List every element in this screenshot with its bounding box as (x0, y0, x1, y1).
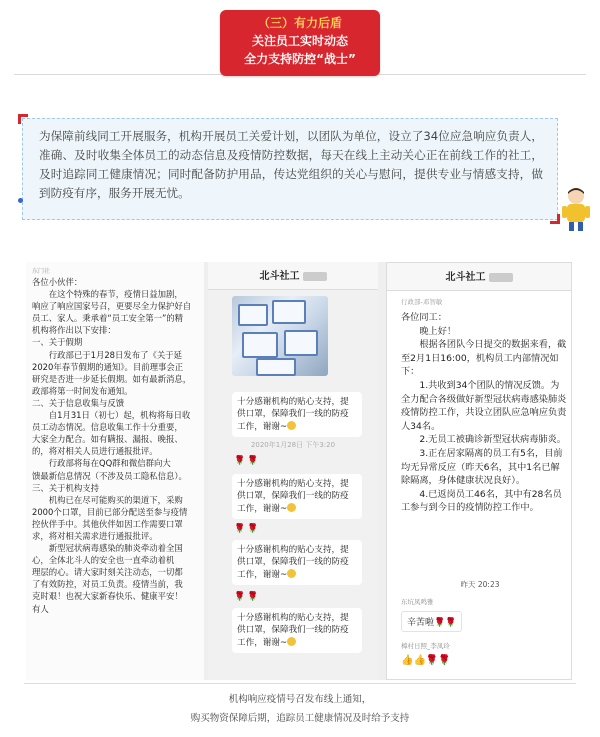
notice-line: 新型冠状病毒感染的肺炎牵动着全国 (32, 543, 183, 554)
notice-line: 克时艰！也祝大家新春快乐、健康平安！ (32, 591, 183, 602)
chat-title (387, 263, 571, 291)
chat-title-text: 北斗社工 (259, 271, 300, 282)
intro-text: 为保障前线同工开展服务，机构开展员工关爱计划，以团队为单位，设立了34位应急响应负责人，准确、及时收集全体员工的动态信息及疫情防控数据，每天在线上主动关心正在前线工作的社工，及时追踪同工健康情况；同时配备防护用品，传达党组织的关心与慰问，提供专业与情感支持，做到防疫有序，服务开展无忧。 (22, 118, 558, 220)
notice-line: 政部将第一时间发布通知。 (32, 385, 133, 396)
notice-line: 求，将对相关需求进行通报批评。 (32, 530, 158, 541)
notice-line: 二、关于信息收集与反馈 (32, 397, 125, 408)
chat-message: 十分感谢机构的贴心支持，提供口罩，保障我们一线的防疫工作，谢谢~ (232, 392, 362, 437)
notice-line: 了有效防控，对员工负责。疫情当前，我 (32, 579, 183, 590)
sender-name: 东坑凤鸣雅 (401, 598, 434, 606)
notice-line: 行政部将每在QQ群和微信群向大 (32, 458, 171, 469)
notice-line: 控伙伴手中。其他伙伴如因工作需要口罩 (32, 518, 183, 529)
chat-title-text: 北斗社工 (445, 272, 486, 283)
sender-name: 行政部-邓智敏 (401, 298, 443, 306)
image-caption (0, 690, 600, 728)
notice-header: 东门社 (32, 268, 51, 275)
banner-line-3: 全力支持防控“战士” (244, 52, 356, 66)
notice-line: 馈最新信息情况（不涉及员工隐私信息）。 (32, 470, 187, 481)
blurred-text (489, 273, 513, 282)
blurred-text (303, 272, 327, 281)
notice-document (26, 262, 204, 680)
notice-line: 研究是否进一步延长假期。如有最新消息， (32, 373, 192, 384)
notice-line: 响应了响应国家号召，更要尽全力保护好自 (32, 301, 192, 312)
notice-body (32, 276, 200, 615)
chat-window-2 (386, 262, 572, 680)
chat-reply: 辛苦啦🌹🌹 (401, 611, 462, 632)
notice-line: 员工、家人。秉承着“员工安全第一”的精 (32, 313, 184, 324)
chat-message: 十分感谢机构的贴心支持，提供口罩，保障我们一线的防疫工作，谢谢~ (232, 540, 362, 585)
message-line: 晚上好！ (401, 325, 457, 337)
notice-line: 各位小伙伴： (32, 277, 83, 287)
section-banner (220, 10, 380, 76)
chat-title (208, 262, 378, 290)
notice-line: 理层的心。请大家时刻关注动态，一切都 (32, 567, 183, 578)
banner-line-1: （三）有力后盾 (257, 16, 342, 30)
notice-line: 行政部已于1月28日发布了《关于延 (32, 349, 182, 360)
message-line: 2.无员工被确诊新型冠状病毒肺炎。 (401, 434, 566, 446)
message-line: 3.正在居家隔离的员工有5名，目前均无异常反应（昨天6名，其中1名已解除隔离，身体健康状况良好）。 (401, 447, 563, 487)
notice-line: 心，全体北斗人的安全也一直牵动着机 (32, 555, 175, 566)
notice-line: 大家全力配合。如有瞒报、漏报、晚报、 (32, 434, 183, 445)
mascot-icon (560, 186, 592, 232)
notice-line: 2020年春节假期的通知》。目前理事会正 (32, 361, 184, 372)
caption-divider (24, 683, 576, 684)
bullet-dot (18, 198, 23, 203)
notice-line: 机构将作出以下安排： (32, 325, 116, 336)
caption-line-2: 购买物资保障后期，追踪员工健康情况及时给予支持 (190, 713, 410, 724)
rose-emoji: 🌹🌹 (234, 592, 261, 602)
notice-line: 员工动态情况。信息收集工作十分重要， (32, 422, 183, 433)
notice-line: 自1月31日（初七）起，机构将每日收 (32, 410, 191, 421)
notice-line: 有人 (32, 603, 49, 614)
chat-message: 十分感谢机构的贴心支持，提供口罩，保障我们一线的防疫工作，谢谢~ (232, 608, 362, 653)
caption-line-1: 机构响应疫情号召发布线上通知， (228, 694, 372, 705)
emoji-reply: 👍👍🌹🌹 (401, 655, 451, 666)
sender-name: 樟村日照_李凤玲 (401, 642, 450, 650)
chat-timestamp: 2020年1月28日 下午3:20 (250, 441, 336, 449)
notice-line: 三、关于机构支持 (32, 482, 99, 493)
notice-line: 机构已在尽可能购买的渠道下，采购 (32, 494, 183, 505)
chat-window-1 (208, 262, 378, 680)
message-line: 根据各团队今日提交的数据来看，截至2月1日16:00，机构员工内部情况如下： (401, 339, 567, 378)
message-line: 1.共收到34个团队的情况反馈。为全力配合各级做好新型冠状病毒感染肺炎疫情防控工作，共设立团队应急响应负责人34名。 (401, 379, 567, 432)
banner-line-2: 关注员工实时动态 (251, 34, 348, 48)
mask-photo[interactable] (232, 296, 328, 376)
notice-line: 2000个口罩，目前已部分配送至参与疫情 (32, 506, 188, 517)
screenshot-collage (26, 262, 572, 680)
rose-emoji: 🌹🌹 (234, 456, 261, 466)
chat-message: 十分感谢机构的贴心支持，提供口罩，保障我们一线的防疫工作，谢谢~ (232, 474, 362, 519)
rose-emoji: 🌹🌹 (234, 524, 261, 534)
message-line: 4.已返岗员工46名，其中有28名员工参与到今日的疫情防控工作中。 (401, 488, 562, 514)
notice-line: 在这个特殊的春节，疫情日益加剧， (32, 289, 183, 300)
corner-decoration (550, 214, 560, 224)
notice-line: 的，将对相关人员进行通报批评。 (32, 446, 158, 457)
chat-timestamp: 昨天 20:23 (460, 580, 500, 589)
message-line: 各位同工： (401, 312, 447, 323)
notice-line: 一、关于假期 (32, 337, 83, 348)
chat-message (401, 311, 567, 515)
